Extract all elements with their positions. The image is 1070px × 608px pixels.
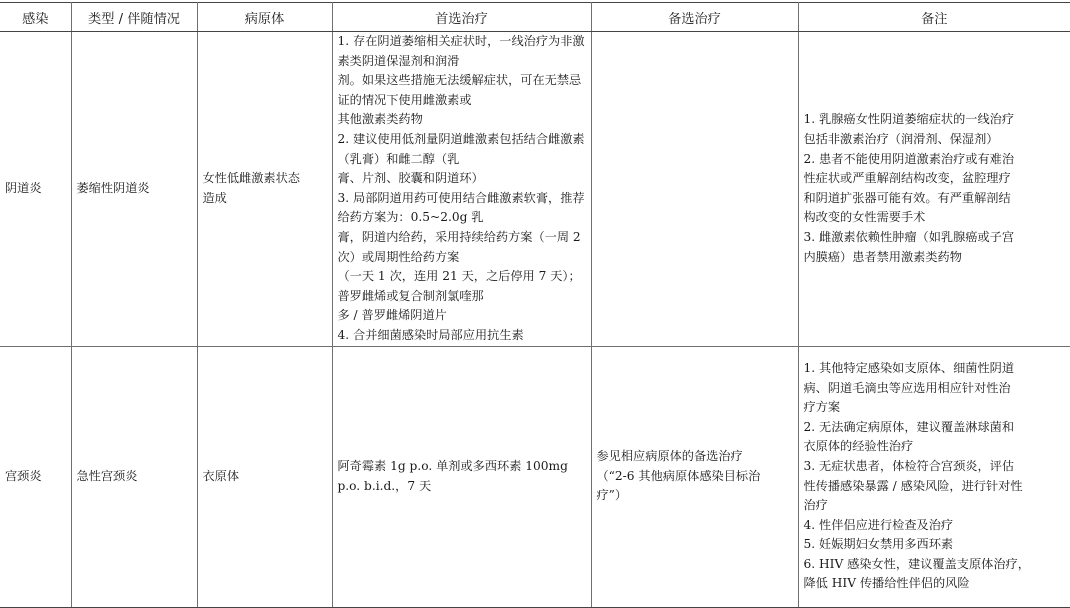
cell-text-line: 膏、片剂、胶囊和阴道环） xyxy=(337,171,484,186)
cell-text-line: 4. 性伴侣应进行检查及治疗 xyxy=(803,517,954,532)
cell-infection: 阴道炎 xyxy=(0,32,71,347)
cell-infection: 宫颈炎 xyxy=(0,346,71,607)
cell-text-line: p.o. b.i.d.，7 天 xyxy=(337,478,432,493)
cell-text-line: 和阴道扩张器可能有效。有严重解剖结 xyxy=(803,190,1011,205)
cell-text-line: 1. 乳腺癌女性阴道萎缩症状的一线治疗 xyxy=(803,112,1015,127)
cell-type: 萎缩性阴道炎 xyxy=(71,32,197,347)
cell-text-line: 构改变的女性需要手术 xyxy=(803,210,926,225)
cell-text-line: 衣原体 xyxy=(202,468,240,483)
cell-pathogen xyxy=(197,32,332,347)
cell-text-line: 治疗 xyxy=(803,498,828,513)
cell-text-line: 降低 HIV 传播给性伴侣的风险 xyxy=(803,576,970,591)
cell-text-line: 内膜癌）患者禁用激素类药物 xyxy=(803,249,962,264)
cell-text-line: 多 / 普罗雌烯阴道片 xyxy=(337,308,447,323)
cell-text-line: 疗方案 xyxy=(803,400,841,415)
header-infection: 感染 xyxy=(0,3,71,32)
cell-text-line: 性症状或严重解剖结构改变，盆腔理疗 xyxy=(803,171,1011,186)
header-pathogen: 病原体 xyxy=(197,3,332,32)
cell-text-line: 2. 无法确定病原体，建议覆盖淋球菌和 xyxy=(803,419,1015,434)
cell-text-line: 造成 xyxy=(202,190,227,205)
cell-pathogen xyxy=(197,346,332,607)
cell-text-line: 1. 存在阴道萎缩相关症状时，一线治疗为非激素类阴道保湿剂和润滑 xyxy=(337,34,585,68)
cell-alternative-treatment xyxy=(591,346,798,607)
cell-text-line: 5. 妊娠期妇女禁用多西环素 xyxy=(803,537,954,552)
cell-type: 急性宫颈炎 xyxy=(71,346,197,607)
cell-preferred-treatment xyxy=(332,346,591,607)
header-row xyxy=(0,3,1070,32)
header-type: 类型 / 伴随情况 xyxy=(71,3,197,32)
cell-text-line: 6. HIV 感染女性，建议覆盖支原体治疗， xyxy=(803,556,1030,571)
cell-text-line: 衣原体的经验性治疗 xyxy=(803,439,914,454)
cell-text-line: 2. 建议使用低剂量阴道雌激素包括结合雌激素（乳膏）和雌二醇（乳 xyxy=(337,131,585,166)
cell-preferred-treatment xyxy=(332,32,591,347)
cell-text-line: 女性低雌激素状态 xyxy=(202,171,300,186)
cell-text-line: 剂。如果这些措施无法缓解症状，可在无禁忌证的情况下使用雌激素或 xyxy=(337,73,582,107)
cell-text-line: 3. 无症状患者，体检符合宫颈炎，评估 xyxy=(803,458,1015,473)
table-row xyxy=(0,346,1070,607)
cell-notes xyxy=(798,346,1070,607)
cell-text-line: 3. 雌激素依赖性肿瘤（如乳腺癌或子宫 xyxy=(803,229,1015,244)
header-preferred-treatment: 首选治疗 xyxy=(332,3,591,32)
table-row xyxy=(0,32,1070,347)
cell-text-line: 其他激素类药物 xyxy=(337,112,423,127)
cell-text-line: 1. 其他特定感染如支原体、细菌性阴道 xyxy=(803,360,1015,375)
cell-text-line: 包括非激素治疗（润滑剂、保湿剂） xyxy=(803,131,999,146)
cell-text-line: 阿奇霉素 1g p.o. 单剂或多西环素 100mg xyxy=(337,458,568,473)
header-alternative-treatment: 备选治疗 xyxy=(591,3,798,32)
cell-text-line: 参见相应病原体的备选治疗 xyxy=(596,449,743,464)
header-notes: 备注 xyxy=(798,3,1070,32)
cell-text-line: 膏，阴道内给药，采用持续给药方案（一周 2 次）或周期性给药方案 xyxy=(337,229,581,264)
cell-text-line: 4. 合并细菌感染时局部应用抗生素 xyxy=(337,327,524,342)
cell-text-line: （“2-6 其他病原体感染目标治 xyxy=(596,468,761,483)
cell-alternative-treatment xyxy=(591,32,798,347)
cell-notes xyxy=(798,32,1070,347)
cell-text-line: 3. 局部阴道用药可使用结合雌激素软膏，推荐给药方案为：0.5~2.0g 乳 xyxy=(337,190,585,225)
cell-text-line: （一天 1 次，连用 21 天，之后停用 7 天）；普罗雌烯或复合制剂氯喹那 xyxy=(337,269,581,303)
cell-text-line: 病、阴道毛滴虫等应选用相应针对性治 xyxy=(803,380,1011,395)
cell-text-line: 性传播感染暴露 / 感染风险，进行针对性 xyxy=(803,478,1023,493)
cell-text-line: 2. 患者不能使用阴道激素治疗或有难治 xyxy=(803,151,1015,166)
cell-text-line: 疗”） xyxy=(596,488,628,503)
